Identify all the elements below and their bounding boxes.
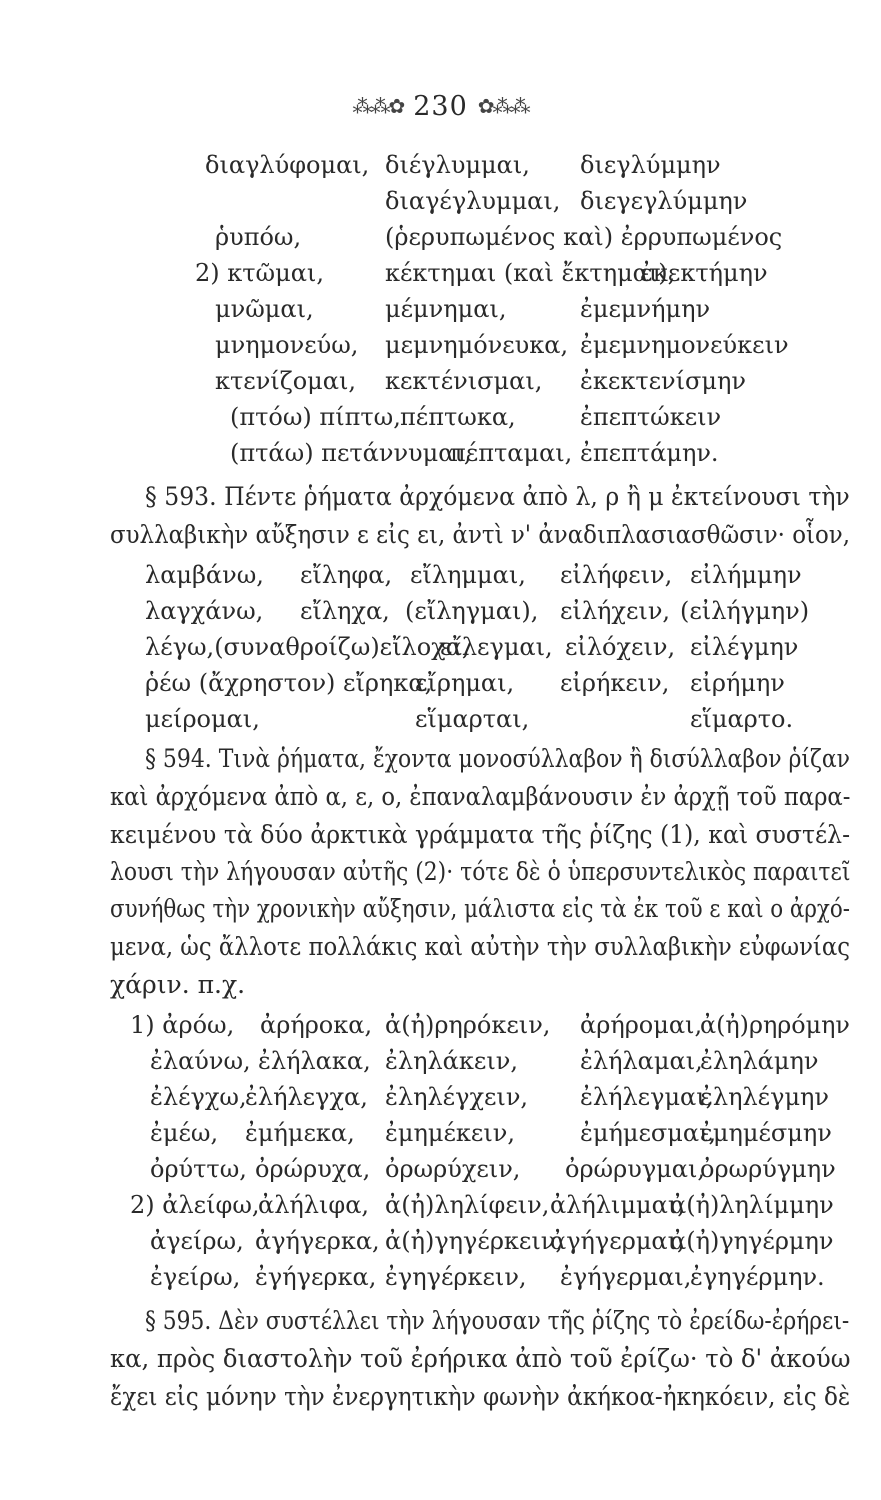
section-594-cell: ἀ(ἠ)γηγέρκειν,: [385, 1227, 563, 1255]
table-1-cell: ἐμεμνήμην: [580, 295, 711, 323]
table-1-cell: 2) κτῶμαι,: [195, 259, 324, 287]
section-594-cell: ἐληλέγχειν,: [385, 1083, 529, 1111]
section-594-cell: ὀρύττω,: [150, 1155, 247, 1183]
table-1-cell: πέπταμαι,: [450, 439, 573, 467]
section-594-cell: ἀρήροκα,: [260, 1011, 373, 1039]
section-594-cell: 1) ἀρόω,: [130, 1011, 235, 1039]
section-594-line: συνήθως τὴν χρονικὴν αὔξησιν, μάλιστα εἰς τὰ ἐκ τοῦ ε καὶ ο ἀρχό-: [110, 894, 850, 923]
section-594-cell: ἐληλάκειν,: [385, 1047, 518, 1075]
section-594-cell: ἐγηγέρκειν,: [385, 1263, 527, 1291]
section-594-cell: ὀρώρυχα,: [255, 1155, 371, 1183]
section-594-cell: ὀρώρυγμαι,: [565, 1155, 706, 1183]
section-594-cell: ἐμήμεσμαι,: [580, 1119, 717, 1147]
section-593-cell: (εἴληγμαι),: [405, 597, 539, 625]
table-1-cell: (ῥερυπωμένος καὶ) ἐρρυπωμένος: [385, 223, 783, 251]
section-593-line: § 593. Πέντε ῥήματα ἀρχόμενα ἀπὸ λ, ρ ἢ μ ἐκτείνουσι τὴν: [145, 482, 850, 511]
table-1-cell: ἐκεκτενίσμην: [580, 367, 746, 395]
section-593-cell: εἴληφα,: [300, 561, 393, 589]
table-1-cell: (πτάω) πετάννυμαι,: [230, 439, 472, 467]
table-1-cell: μνῶμαι,: [215, 295, 314, 323]
table-1-cell: διαγέγλυμμαι,: [385, 187, 561, 215]
section-594-cell: ἐλήλαμαι,: [580, 1047, 703, 1075]
section-594-cell: ἐγήγερκα,: [255, 1263, 377, 1291]
section-594-cell: ἀλήλιμμαι,: [550, 1191, 685, 1219]
page-header: [0, 88, 881, 124]
table-1-cell: μέμνημαι,: [385, 295, 507, 323]
section-594-line: μενα, ὡς ἄλλοτε πολλάκις καὶ αὐτὴν τὴν συλλαβικὴν εὐφωνίας: [110, 932, 851, 961]
section-593-cell: λαγχάνω,: [145, 597, 264, 625]
section-593-cell: εἰλέγμην: [690, 633, 799, 661]
section-594-cell: ὀρωρύγμην: [700, 1155, 836, 1183]
table-1-cell: πέπτωκα,: [400, 403, 516, 431]
table-1-cell: ἐμεμνημονεύκειν: [580, 331, 789, 359]
section-593-cell: μείρομαι,: [145, 705, 260, 733]
section-593-cell: εἰρήμην: [690, 669, 785, 697]
section-594-cell: ἀγείρω,: [150, 1227, 244, 1255]
section-595-line: § 595. Δὲν συστέλλει τὴν λήγουσαν τῆς ῥίζης τὸ ἐρείδω-ἐρήρει-: [145, 1306, 850, 1335]
section-594-cell: ἐγηγέρμην.: [690, 1263, 825, 1291]
section-593-cell: εἵμαρτο.: [690, 705, 794, 733]
section-594-cell: 2) ἀλείφω,: [130, 1191, 260, 1219]
section-594-cell: ἐληλάμην: [700, 1047, 819, 1075]
section-593-cell: εἰλόχειν,: [565, 633, 676, 661]
table-1-cell: κτενίζομαι,: [215, 367, 357, 395]
section-593-line: συλλαβικὴν αὔξησιν ε εἰς ει, ἀντὶ ν' ἀναδιπλασιασθῶσιν· οἷον,: [110, 520, 850, 549]
section-595-line: κα, πρὸς διαστολὴν τοῦ ἐρήρικα ἀπὸ τοῦ ἐρίζω· τὸ δ' ἀκούω: [110, 1344, 851, 1373]
section-594-cell: ἐμέω,: [150, 1119, 219, 1147]
section-594-cell: ἐληλέγμην: [700, 1083, 830, 1111]
section-594-cell: ἐμημέσμην: [700, 1119, 832, 1147]
table-1-cell: ῥυπόω,: [215, 223, 302, 251]
table-1-cell: μνημονεύω,: [215, 331, 359, 359]
section-594-cell: ἀλήλιφα,: [258, 1191, 370, 1219]
section-594-cell: ἐμημέκειν,: [385, 1119, 515, 1147]
table-1-cell: (πτόω) πίπτω,: [230, 403, 401, 431]
section-594-cell: ἀ(ἠ)ρηρόμην: [700, 1011, 850, 1039]
table-1-cell: κέκτημαι (καὶ ἔκτημαι),: [385, 259, 676, 287]
section-594-line: καὶ ἀρχόμενα ἀπὸ α, ε, ο, ἐπαναλαμβάνουσιν ἐν ἀρχῇ τοῦ παρα-: [110, 782, 851, 811]
section-594-cell: ἀγήγερκα,: [255, 1227, 380, 1255]
section-594-cell: ἐλέγχω,: [150, 1083, 247, 1111]
section-593-cell: εἰλήφειν,: [560, 561, 673, 589]
section-593-cell: εἴλεγμαι,: [440, 633, 553, 661]
section-593-cell: λέγω,(συναθροίζω)εἴλοχα,: [145, 633, 470, 661]
section-594-cell: ἐλαύνω,: [150, 1047, 251, 1075]
section-594-cell: ἀ(ἠ)ληλίφειν,: [385, 1191, 550, 1219]
section-594-cell: ἀ(ἠ)γηγέρμην: [670, 1227, 834, 1255]
section-594-cell: ἐμήμεκα,: [245, 1119, 355, 1147]
section-594-cell: ἀ(ἠ)ληλίμμην: [670, 1191, 834, 1219]
section-593-cell: (εἰλήγμην): [680, 597, 810, 625]
section-594-cell: ἐλήλεγχα,: [245, 1083, 368, 1111]
table-1-cell: ἐπεπτάμην.: [580, 439, 719, 467]
table-1-cell: μεμνημόνευκα,: [385, 331, 569, 359]
ornament-left: ⁂⁂✿: [352, 94, 404, 118]
section-593-cell: εἵμαρται,: [415, 705, 530, 733]
section-593-cell: ῥέω (ἄχρηστον) εἴρηκα,: [145, 669, 433, 697]
ornament-right: ✿⁂⁂: [477, 94, 529, 118]
section-593-cell: εἴρημαι,: [415, 669, 515, 697]
section-594-cell: ἐλήλεγμαι,: [580, 1083, 714, 1111]
section-593-cell: λαμβάνω,: [145, 561, 264, 589]
section-594-line: χάριν. π.χ.: [110, 970, 246, 999]
section-594-cell: ὀρωρύχειν,: [385, 1155, 521, 1183]
section-594-line: § 594. Τινὰ ῥήματα, ἔχοντα μονοσύλλαβον ἢ δισύλλαβον ῥίζαν: [145, 744, 850, 773]
section-594-cell: ἀ(ἠ)ρηρόκειν,: [385, 1011, 551, 1039]
section-593-cell: εἰλήχειν,: [560, 597, 671, 625]
table-1-cell: διεγλύμμην: [580, 151, 721, 179]
section-594-cell: ἀγήγερμαι,: [550, 1227, 685, 1255]
page-number: 230: [413, 90, 468, 122]
section-594-line: λουσι τὴν λήγουσαν αὐτῆς (2)· τότε δὲ ὁ ὑπερσυντελικὸς παραιτεῖ: [110, 857, 851, 886]
section-594-line: κειμένου τὰ δύο ἀρκτικὰ γράμματα τῆς ῥίζης (1), καὶ συστέλ-: [110, 820, 851, 849]
section-594-cell: ἐλήλακα,: [258, 1047, 371, 1075]
table-1-cell: διαγλύφομαι,: [205, 151, 370, 179]
section-594-cell: ἐγήγερμαι,: [560, 1263, 692, 1291]
section-593-cell: εἴληχα,: [300, 597, 390, 625]
section-594-cell: ἀρήρομαι,: [580, 1011, 703, 1039]
section-595-line: ἔχει εἰς μόνην τὴν ἐνεργητικὴν φωνὴν ἀκήκοα-ἠκηκόειν, εἰς δὲ: [110, 1382, 851, 1411]
table-1-cell: ἐπεπτώκειν: [580, 403, 722, 431]
table-1-cell: ἐκεκτήμην: [640, 259, 768, 287]
section-594-cell: ἐγείρω,: [150, 1263, 241, 1291]
section-593-cell: εἴλημμαι,: [410, 561, 526, 589]
table-1-cell: κεκτένισμαι,: [385, 367, 543, 395]
table-1-cell: διέγλυμμαι,: [385, 151, 530, 179]
table-1-cell: διεγεγλύμμην: [580, 187, 748, 215]
section-593-cell: εἰρήκειν,: [560, 669, 670, 697]
section-593-cell: εἰλήμμην: [690, 561, 802, 589]
